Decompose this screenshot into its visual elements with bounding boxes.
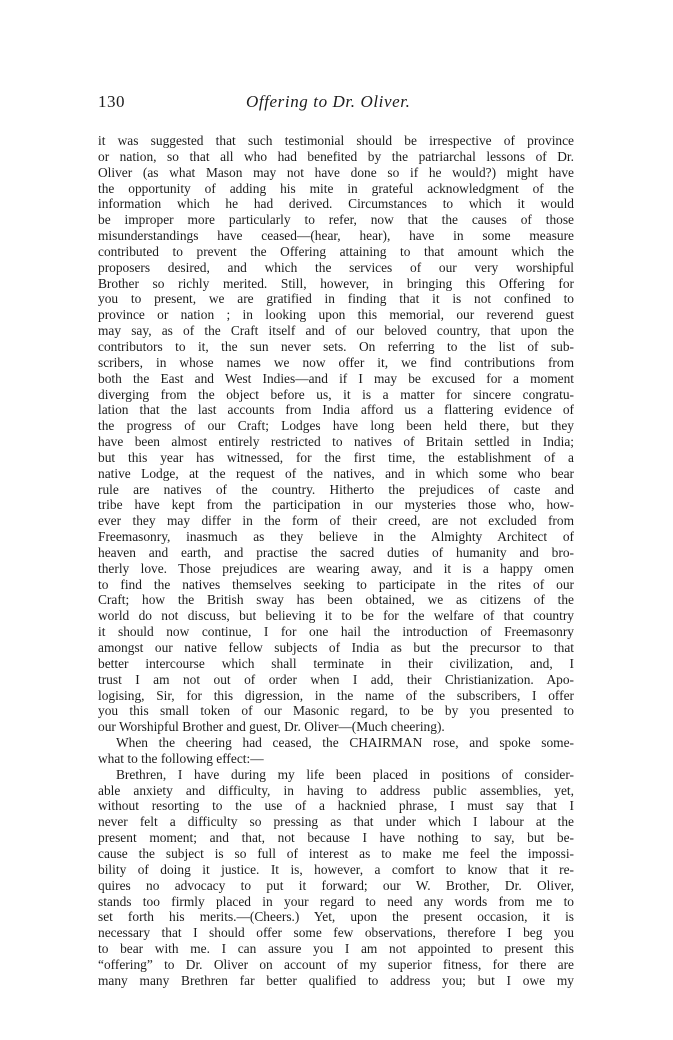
text-line: world do not discuss, but believing it to be for the welfare of that country: [98, 608, 574, 624]
text-line: province or nation ; in looking upon this memorial, our reverend guest: [98, 307, 574, 323]
text-line: better intercourse which shall terminate in their civilization, and, I: [98, 655, 574, 671]
text-line: both the East and West Indies—and if I may be excused for a moment: [98, 370, 574, 386]
body-text: [98, 133, 574, 989]
text-line: proposers desired, and which the services of our very worshipful: [98, 259, 574, 275]
text-line: you to present, we are gratified in finding that it is not confined to: [98, 291, 574, 307]
text-line: it should now continue, I for one hail the introduction of Freemasonry: [98, 624, 574, 640]
text-line: cause the subject is so full of interest as to make me feel the impossi-: [98, 845, 574, 861]
text-line: “offering” to Dr. Oliver on account of my superior fitness, for there are: [98, 956, 574, 972]
text-line: or nation, so that all who had benefited by the patriarchal lessons of Dr.: [98, 148, 574, 164]
text-line: stands too firmly placed in your regard to need any words from me to: [98, 893, 574, 909]
text-line: native Lodge, at the request of the natives, and in which some who bear: [98, 465, 574, 481]
text-line: therly love. Those prejudices are wearing away, and it is a happy omen: [98, 560, 574, 576]
text-line: our Worshipful Brother and guest, Dr. Oliver—(Much cheering).: [98, 719, 445, 735]
text-line: Oliver (as what Mason may not have done so if he would?) might have: [98, 164, 574, 180]
text-line: bility of doing it justice. It is, however, a comfort to know that it re-: [98, 861, 574, 877]
running-title: Offering to Dr. Oliver.: [246, 92, 411, 111]
text-line: When the cheering had ceased, the CHAIRMAN rose, and spoke some-: [116, 735, 574, 751]
page-number: 130: [98, 92, 125, 111]
text-line: the progress of our Craft; Lodges have long been held there, but they: [98, 418, 574, 434]
text-line: logising, Sir, for this digression, in the name of the subscribers, I offer: [98, 687, 574, 703]
text-line: without resorting to the use of a hacknied phrase, I must say that I: [98, 798, 574, 814]
text-line: set forth his merits.—(Cheers.) Yet, upon the present occasion, it is: [98, 909, 574, 925]
book-page: [98, 92, 574, 988]
text-line: Freemasonry, inasmuch as they believe in the Almighty Architect of: [98, 529, 574, 545]
text-line: but this year has witnessed, for the first time, the establishment of a: [98, 449, 574, 465]
text-line: trust I am not out of order when I add, their Christianization. Apo-: [98, 671, 574, 687]
text-line: it was suggested that such testimonial should be irrespective of province: [98, 133, 574, 148]
text-line: scribers, in whose names we now offer it, we find contributions from: [98, 354, 574, 370]
text-line: heaven and earth, and practise the sacred duties of humanity and bro-: [98, 544, 574, 560]
text-line: amongst our native fellow subjects of India as but the precursor to that: [98, 640, 574, 655]
text-line: have been almost entirely restricted to natives of Britain settled in India;: [98, 434, 574, 450]
text-line: contributed to prevent the Offering attaining to that amount which the: [98, 243, 574, 259]
text-line: Brother so richly merited. Still, however, in bringing this Offering for: [98, 275, 574, 291]
text-line: to find the natives themselves seeking to participate in the rites of our: [98, 576, 574, 592]
text-line: lation that the last accounts from India afford us a flattering evidence of: [98, 402, 574, 418]
text-line: present moment; and that, not because I have nothing to say, but be-: [98, 830, 574, 846]
text-line: misunderstandings have ceased—(hear, hear), have in some measure: [98, 228, 574, 244]
text-line: contributors to it, the sun never sets. On referring to the list of sub-: [98, 338, 574, 354]
text-line: you this small token of our Masonic regard, to be by you presented to: [98, 703, 574, 719]
text-line: the opportunity of adding his mite in grateful acknowledgment of the: [98, 180, 574, 196]
text-line: quires no advocacy to put it forward; our W. Brother, Dr. Oliver,: [98, 877, 574, 893]
text-line: able anxiety and difficulty, in having to address public assemblies, yet,: [98, 782, 574, 798]
text-line: may say, as of the Craft itself and of our beloved country, that upon the: [98, 323, 574, 339]
text-line: ever they may differ in the form of their creed, are not excluded from: [98, 513, 574, 529]
text-line: what to the following effect:—: [98, 750, 264, 766]
text-line: rule are natives of the country. Hitherto the prejudices of caste and: [98, 481, 574, 497]
text-line: information which he had derived. Circumstances to which it would: [98, 196, 574, 212]
text-line: necessary that I should offer some few observations, therefore I beg you: [98, 925, 574, 941]
text-line: tribe have kept from the participation in our mysteries those who, how-: [98, 497, 574, 513]
text-line: many many Brethren far better qualified to address you; but I owe my: [98, 972, 574, 988]
text-line: to bear with me. I can assure you I am not appointed to present this: [98, 941, 574, 957]
text-line: Brethren, I have during my life been placed in positions of consider-: [116, 766, 574, 782]
text-line: diverging from the object before us, it is a matter for sincere congratu-: [98, 386, 574, 402]
text-line: Craft; how the British sway has been obtained, we as citizens of the: [98, 592, 574, 608]
page-header: [98, 92, 574, 118]
text-line: be improper more particularly to refer, now that the causes of those: [98, 212, 574, 228]
text-line: never felt a difficulty so pressing as that under which I labour at the: [98, 814, 574, 830]
